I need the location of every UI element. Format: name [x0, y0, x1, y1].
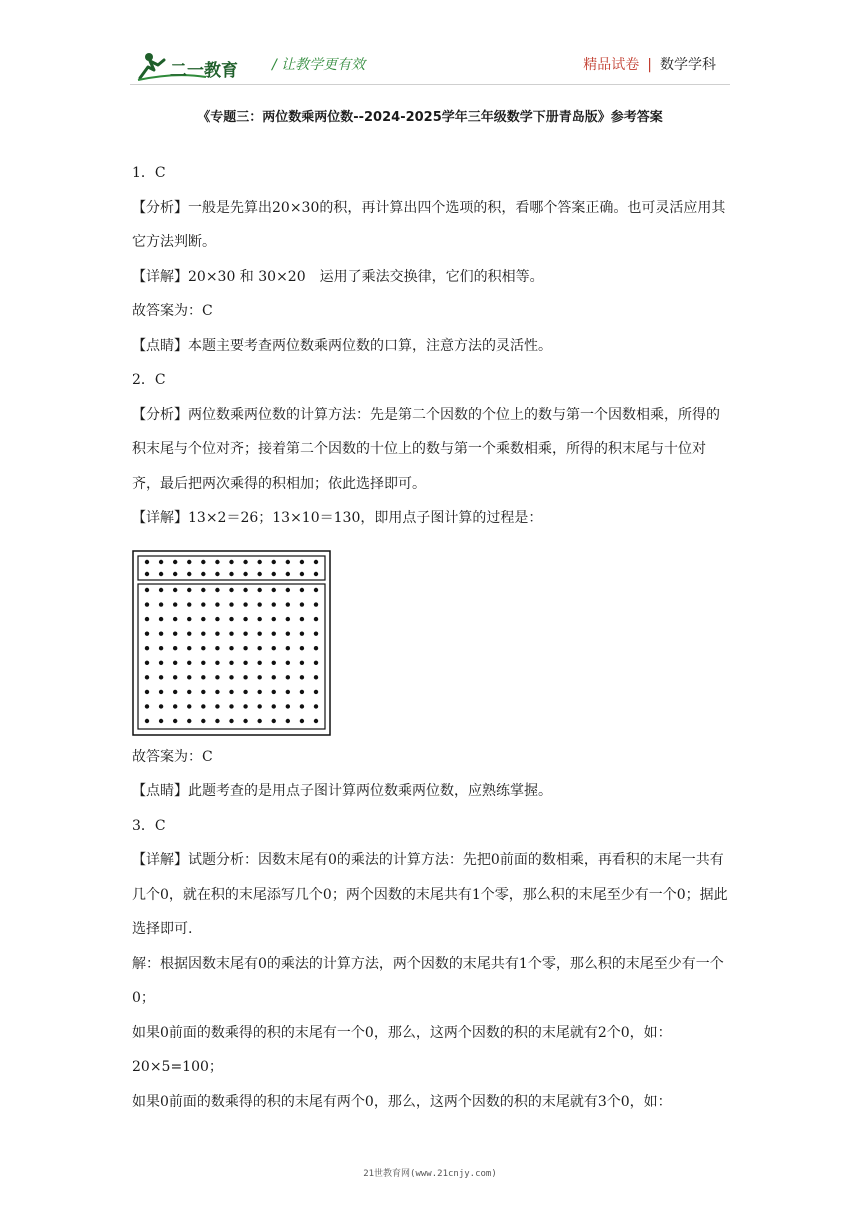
dot-bottom [314, 689, 318, 693]
dot-bottom [159, 704, 163, 708]
dot-bottom [145, 718, 149, 722]
dot-bottom [173, 675, 177, 679]
dot-bottom [243, 587, 247, 591]
dot-bottom [215, 689, 219, 693]
dot-bottom [272, 587, 276, 591]
tag-subject: 数学学科 [660, 57, 716, 73]
header-tags [583, 54, 716, 74]
dot-top [201, 559, 205, 563]
dot-bottom [272, 631, 276, 635]
dot-bottom [145, 660, 149, 664]
dot-top [229, 559, 233, 563]
q3-head: 3．C [132, 817, 166, 834]
dot-bottom [257, 616, 261, 620]
dot-bottom [159, 646, 163, 650]
q3-detail: 【详解】试题分析：因数末尾有0的乘法的计算方法：先把0前面的数相乘，再看积的末尾一共有几个0，就在积的末尾添写几个0；两个因数的末尾共有1个零，那么积的末尾至少有一个0；据此选择即可. [132, 852, 728, 937]
dot-bottom [314, 602, 318, 606]
dot-bottom [229, 675, 233, 679]
dot-bottom [159, 631, 163, 635]
document-title: 《专题三：两位数乘两位数--2024-2025学年三年级数学下册青岛版》参考答案 [197, 110, 663, 125]
dot-bottom [159, 616, 163, 620]
slogan: / 让教学更有效 [272, 57, 366, 73]
dot-bottom [243, 646, 247, 650]
dot-bottom [215, 675, 219, 679]
dot-bottom [243, 689, 247, 693]
dot-bottom [159, 675, 163, 679]
dot-top [272, 559, 276, 563]
dot-bottom [187, 602, 191, 606]
dot-top [300, 559, 304, 563]
dot-bottom [201, 689, 205, 693]
dot-bottom [257, 675, 261, 679]
q1-detail: 【详解】20×30 和 30×20 运用了乘法交换律，它们的积相等。 [132, 268, 544, 285]
dot-grid-top-box [138, 556, 325, 580]
dot-bottom [201, 660, 205, 664]
q2-head: 2．C [132, 372, 166, 388]
dot-bottom [229, 704, 233, 708]
dot-bottom [272, 704, 276, 708]
q3-case1: 如果0前面的数乘得的积的末尾有一个0，那么，这两个因数的积的末尾就有2个0，如： [132, 1024, 672, 1041]
dot-bottom [257, 646, 261, 650]
q3-case2: 如果0前面的数乘得的积的末尾有两个0，那么，这两个因数的积的末尾就有3个0，如： [132, 1093, 672, 1110]
dot-bottom [272, 718, 276, 722]
dot-top [229, 571, 233, 575]
dot-bottom [215, 718, 219, 722]
dot-bottom [159, 689, 163, 693]
tag-premium-paper: 精品试卷 [583, 57, 640, 73]
dot-bottom [229, 646, 233, 650]
dot-bottom [272, 646, 276, 650]
dot-bottom [286, 631, 290, 635]
dot-bottom [314, 704, 318, 708]
dot-bottom [187, 646, 191, 650]
dot-bottom [257, 660, 261, 664]
dot-bottom [300, 631, 304, 635]
dot-top [159, 559, 163, 563]
dot-bottom [314, 675, 318, 679]
dot-bottom [286, 675, 290, 679]
dot-bottom [187, 689, 191, 693]
dot-bottom [300, 587, 304, 591]
dot-bottom [286, 616, 290, 620]
dot-bottom [314, 616, 318, 620]
dot-bottom [215, 631, 219, 635]
page-header [130, 44, 730, 86]
dot-bottom [145, 602, 149, 606]
dot-top [145, 559, 149, 563]
dot-bottom [187, 660, 191, 664]
q1-comment: 【点睛】本题主要考查两位数乘两位数的口算，注意方法的灵活性。 [132, 337, 552, 354]
dot-top [145, 571, 149, 575]
dot-bottom [201, 602, 205, 606]
dot-top [257, 559, 261, 563]
dot-bottom [145, 689, 149, 693]
dot-bottom [215, 616, 219, 620]
dot-bottom [243, 675, 247, 679]
dot-bottom [173, 602, 177, 606]
dot-bottom [145, 704, 149, 708]
dot-bottom [187, 616, 191, 620]
q3-solution: 解：根据因数末尾有0的乘法的计算方法，两个因数的末尾共有1个零，那么积的末尾至少有一个0； [132, 955, 724, 1006]
dot-bottom [215, 587, 219, 591]
dot-bottom [286, 718, 290, 722]
dot-bottom [300, 718, 304, 722]
dot-bottom [272, 689, 276, 693]
dot-bottom [300, 704, 304, 708]
dot-bottom [257, 631, 261, 635]
dot-bottom [272, 602, 276, 606]
dot-top [243, 559, 247, 563]
dot-bottom [243, 704, 247, 708]
dot-bottom [173, 646, 177, 650]
dot-bottom [173, 718, 177, 722]
dot-bottom [286, 602, 290, 606]
dot-bottom [201, 616, 205, 620]
q2-comment: 【点睛】此题考查的是用点子图计算两位数乘两位数，应熟练掌握。 [132, 783, 552, 799]
dot-bottom [257, 704, 261, 708]
dot-bottom [314, 660, 318, 664]
dot-bottom [159, 660, 163, 664]
dot-bottom [229, 602, 233, 606]
dot-bottom [173, 616, 177, 620]
dot-top [201, 571, 205, 575]
header-divider [130, 84, 730, 85]
dot-bottom [201, 646, 205, 650]
q1-answer: 故答案为：C [132, 303, 213, 319]
dot-bottom [159, 602, 163, 606]
dot-bottom [145, 646, 149, 650]
dot-bottom [243, 616, 247, 620]
dot-bottom [145, 631, 149, 635]
dot-bottom [300, 616, 304, 620]
dot-bottom [159, 718, 163, 722]
dot-grid [132, 550, 331, 736]
dot-bottom [243, 660, 247, 664]
dot-bottom [187, 631, 191, 635]
dot-bottom [145, 675, 149, 679]
dot-top [187, 571, 191, 575]
dot-bottom [145, 587, 149, 591]
dot-bottom [300, 675, 304, 679]
dot-bottom [201, 704, 205, 708]
dot-bottom [187, 587, 191, 591]
q3-case1-example: 20×5=100； [132, 1059, 223, 1075]
dot-bottom [300, 689, 304, 693]
dot-bottom [173, 587, 177, 591]
dot-bottom [257, 689, 261, 693]
answer-content [132, 156, 732, 1119]
dot-bottom [257, 602, 261, 606]
dot-bottom [243, 631, 247, 635]
dot-bottom [229, 616, 233, 620]
dot-bottom [286, 660, 290, 664]
dot-bottom [286, 689, 290, 693]
dot-bottom [257, 718, 261, 722]
dot-bottom [314, 718, 318, 722]
dot-bottom [229, 631, 233, 635]
dot-top [243, 571, 247, 575]
dot-bottom [314, 587, 318, 591]
dot-bottom [201, 718, 205, 722]
dot-bottom [243, 602, 247, 606]
dot-bottom [173, 689, 177, 693]
q2-detail: 【详解】13×2＝26；13×10＝130，即用点子图计算的过程是： [132, 510, 543, 526]
dot-top [215, 571, 219, 575]
dot-bottom [286, 704, 290, 708]
dot-bottom [286, 646, 290, 650]
dot-top [286, 571, 290, 575]
dot-top [173, 571, 177, 575]
dot-bottom [300, 660, 304, 664]
dot-bottom [173, 704, 177, 708]
dot-top [257, 571, 261, 575]
dot-bottom [173, 660, 177, 664]
page-footer: 21世教育网(www.21cnjy.com) [363, 1169, 497, 1179]
logo-text: 二一教育 [170, 61, 238, 81]
tag-separator: | [647, 57, 652, 73]
dot-bottom [215, 646, 219, 650]
dot-bottom [215, 660, 219, 664]
dot-top [187, 559, 191, 563]
dot-bottom [314, 631, 318, 635]
dot-bottom [243, 718, 247, 722]
dot-top [215, 559, 219, 563]
dot-grid-figure [132, 550, 331, 736]
q2-answer: 故答案为：C [132, 748, 213, 765]
dot-top [159, 571, 163, 575]
dot-bottom [300, 602, 304, 606]
dot-bottom [229, 660, 233, 664]
dot-bottom [187, 704, 191, 708]
dot-bottom [314, 646, 318, 650]
dot-bottom [201, 675, 205, 679]
dot-top [300, 571, 304, 575]
dot-top [314, 571, 318, 575]
dot-bottom [201, 587, 205, 591]
dot-bottom [272, 660, 276, 664]
dot-bottom [215, 704, 219, 708]
dot-bottom [300, 646, 304, 650]
dot-bottom [286, 587, 290, 591]
q2-analysis: 【分析】两位数乘两位数的计算方法：先是第二个因数的个位上的数与第一个因数相乘，所得的积末尾与个位对齐；接着第二个因数的十位上的数与第一个乘数相乘，所得的积末尾与十位对齐，最后把两次乘得的积相加；依此选择即可。 [132, 406, 720, 492]
dot-bottom [229, 587, 233, 591]
dot-bottom [187, 675, 191, 679]
dot-bottom [272, 675, 276, 679]
dot-top [173, 559, 177, 563]
dot-bottom [229, 689, 233, 693]
dot-bottom [201, 631, 205, 635]
dot-top [272, 571, 276, 575]
dot-top [314, 559, 318, 563]
dot-bottom [187, 718, 191, 722]
dot-top [286, 559, 290, 563]
q1-head: 1．C [132, 165, 166, 181]
dot-bottom [173, 631, 177, 635]
brand-logo [136, 50, 256, 82]
dot-bottom [272, 616, 276, 620]
dot-bottom [159, 587, 163, 591]
q1-analysis: 【分析】一般是先算出20×30的积，再计算出四个选项的积，看哪个答案正确。也可灵活应用其它方法判断。 [132, 199, 726, 250]
dot-bottom [145, 616, 149, 620]
dot-bottom [215, 602, 219, 606]
dot-bottom [229, 718, 233, 722]
dot-bottom [257, 587, 261, 591]
